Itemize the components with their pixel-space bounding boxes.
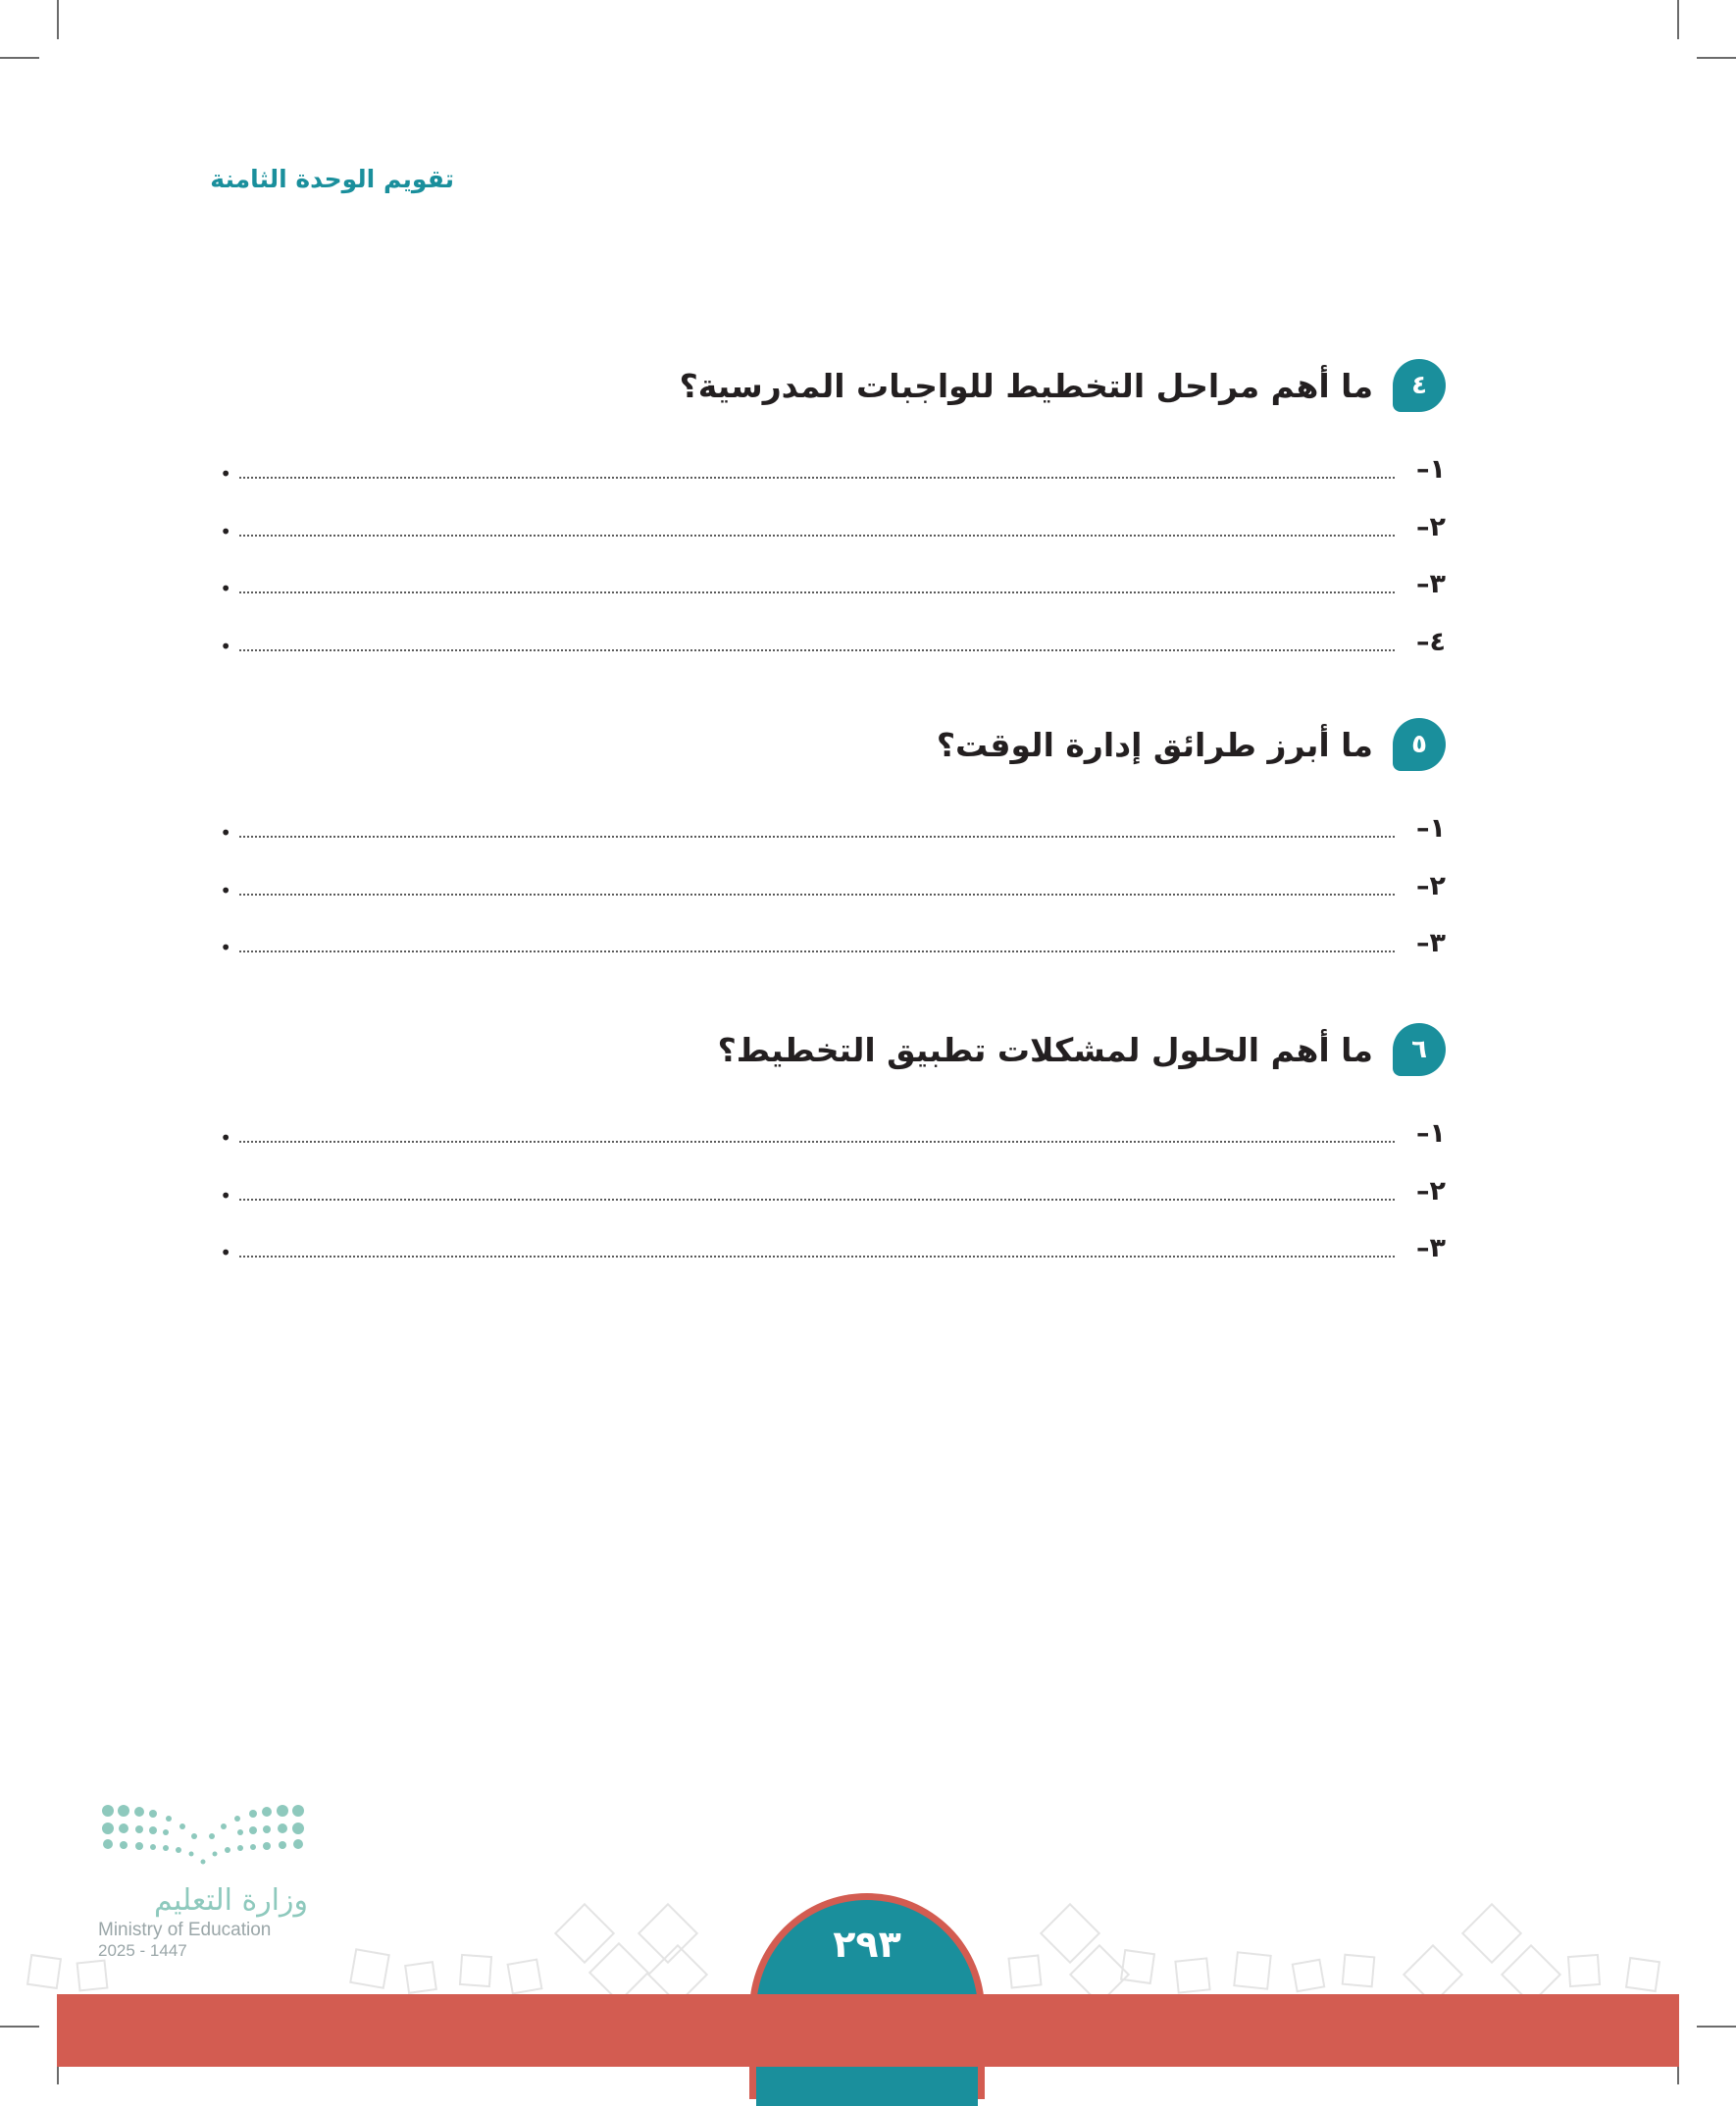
question-text: ما أهم الحلول لمشكلات تطبيق التخطيط؟ [717,1030,1373,1069]
dotted-line [239,477,1395,479]
answer-number: ٢– [1416,1176,1446,1207]
answer-line[interactable] [222,509,1446,542]
dotted-line [239,649,1395,651]
answer-line[interactable] [222,566,1446,599]
answer-number: ٢– [1416,871,1446,901]
crop-mark [1697,57,1736,59]
answer-end-mark: • [220,1126,231,1150]
dotted-line [239,950,1395,952]
answer-end-mark: • [220,936,231,959]
question-5 [937,718,1446,771]
answer-end-mark: • [220,635,231,658]
dotted-line [239,894,1395,896]
answer-line[interactable] [222,810,1446,844]
dotted-line [239,535,1395,537]
logo-dots-icon [98,1803,308,1874]
dotted-line [239,1199,1395,1201]
crop-mark [1697,2026,1736,2028]
unit-header-title: تقويم الوحدة الثامنة [210,165,454,193]
question-text: ما أبرز طرائق إدارة الوقت؟ [936,725,1373,764]
answer-line[interactable] [222,925,1446,958]
logo-english-text: Ministry of Education [98,1920,272,1940]
dotted-line [239,591,1395,593]
footer-band [57,1994,1679,2067]
answer-number: ١– [1416,813,1446,844]
dotted-line [239,836,1395,838]
answer-end-mark: • [220,1241,231,1264]
answer-line[interactable] [222,1115,1446,1149]
answer-line[interactable] [222,1173,1446,1207]
question-4 [680,359,1446,412]
answer-number: ١– [1416,1118,1446,1149]
answer-number: ٤– [1416,627,1446,657]
question-number-badge: ٥ [1393,718,1446,771]
dotted-line [239,1256,1395,1258]
answer-line[interactable] [222,1230,1446,1263]
answer-line[interactable] [222,868,1446,901]
answer-line[interactable] [222,451,1446,485]
answer-end-mark: • [220,821,231,845]
dotted-line [239,1141,1395,1143]
logo-year-text: 2025 - 1447 [98,1941,187,1960]
answer-end-mark: • [220,520,231,543]
answer-number: ٢– [1416,512,1446,542]
question-text: ما أهم مراحل التخطيط للواجبات المدرسية؟ [679,366,1373,405]
crop-mark [0,57,39,59]
answer-number: ٣– [1416,928,1446,958]
answer-end-mark: • [220,462,231,486]
answer-line[interactable] [222,624,1446,657]
ministry-logo [98,1803,324,1961]
answer-end-mark: • [220,577,231,600]
question-6 [718,1023,1446,1076]
answer-end-mark: • [220,879,231,902]
crop-mark [1677,0,1679,39]
question-number-badge: ٦ [1393,1023,1446,1076]
question-number-badge: ٤ [1393,359,1446,412]
page-number: ٢٩٣ [833,1923,901,1966]
answer-number: ٣– [1416,1233,1446,1263]
answer-number: ١– [1416,454,1446,485]
answer-number: ٣– [1416,569,1446,599]
answer-end-mark: • [220,1184,231,1207]
crop-mark [57,0,59,39]
logo-arabic-text: وزارة التعليم [153,1883,308,1918]
crop-mark [0,2026,39,2028]
